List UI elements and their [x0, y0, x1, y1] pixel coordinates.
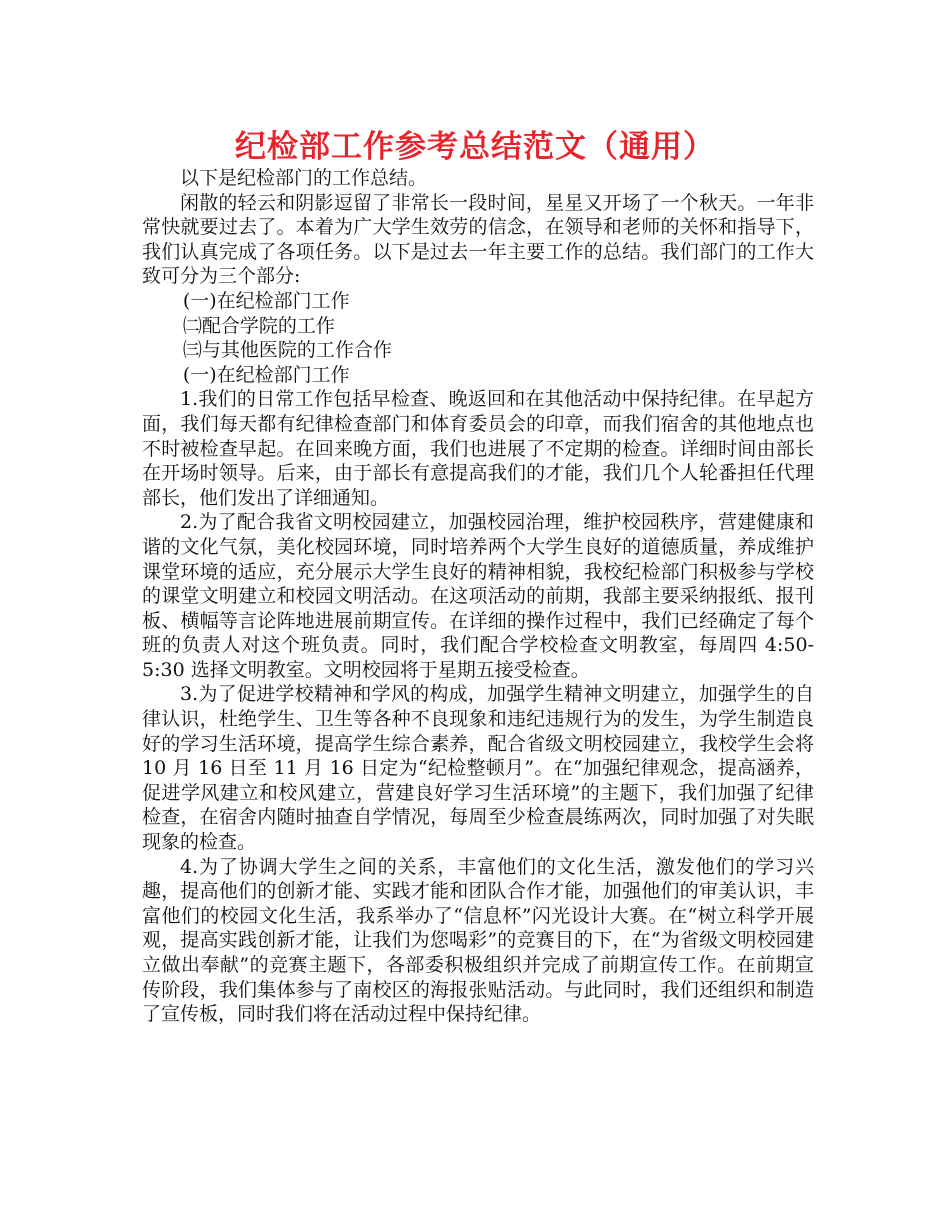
outline-item-2: ㈡配合学院的工作: [182, 314, 335, 337]
document-body: [142, 166, 814, 1027]
overview-paragraph: 闲散的轻云和阴影逗留了非常长一段时间，星星又开场了一个秋天。一年非常快就要过去了。本着为广大学生效劳的信念，在领导和老师的关怀和指导下，我们认真完成了各项任务。以下是过去一年主要工作的总结。我们部门的工作大致可分为三个部分:: [142, 191, 814, 288]
body-paragraph-2: 2.为了配合我省文明校园建立，加强校园治理，维护校园秩序，营建健康和谐的文化气氛，美化校园环境，同时培养两个大学生良好的道德质量，养成维护课堂环境的适应，充分展示大学生良好的精神相貌，我校纪检部门积极参与学校的课堂文明建立和校园文明活动。在这项活动的前期，我部主要采纳报纸、报刊板、横幅等言论阵地进展前期宣传。在详细的操作过程中，我们已经确定了每个班的负责人对这个班负责。同时，我们配合学校检查文明教室，每周四 4:50-5:30 选择文明教室。文明校园将于星期五接受检查。: [142, 511, 814, 681]
section-heading-1: (一)在纪检部门工作: [182, 363, 350, 386]
body-paragraph-1: 1.我们的日常工作包括早检查、晚返回和在其他活动中保持纪律。在早起方面，我们每天都有纪律检查部门和体育委员会的印章，而我们宿舍的其他地点也不时被检查早起。在回来晚方面，我们也进展了不定期的检查。详细时间由部长在开场时领导。后来，由于部长有意提高我们的才能，我们几个人轮番担任代理部长，他们发出了详细通知。: [142, 388, 814, 509]
body-paragraph-3: 3.为了促进学校精神和学风的构成，加强学生精神文明建立，加强学生的自律认识，杜绝学生、卫生等各种不良现象和违纪违规行为的发生，为学生制造良好的学习生活环境，提高学生综合素养，配合省级文明校园建立，我校学生会将 10 月 16 日至 11 月 16 日定为“纪检整顿月”。在“加强纪律观念，提高涵养，促进学风建立和校风建立，营建良好学习生活环境”的主题下，我们加强了纪律检查，在宿舍内随时抽查自学情况，每周至少检查晨练两次，同时加强了对失眠现象的检查。: [142, 683, 814, 854]
intro-paragraph: 以下是纪检部门的工作总结。: [180, 167, 428, 189]
document-title: 纪检部工作参考总结范文（通用）: [235, 129, 715, 165]
body-paragraph-4: 4.为了协调大学生之间的关系，丰富他们的文化生活，激发他们的学习兴趣，提高他们的创新才能、实践才能和团队合作才能，加强他们的审美认识，丰富他们的校园文化生活，我系举办了“信息杯”闪光设计大赛。在“树立科学开展观，提高实践创新才能，让我们为您喝彩”的竞赛目的下，在“为省级文明校园建立做出奉献”的竞赛主题下，各部委积极组织并完成了前期宣传工作。在前期宣传阶段，我们集体参与了南校区的海报张贴活动。与此同时，我们还组织和制造了宣传板，同时我们将在活动过程中保持纪律。: [142, 855, 814, 1026]
outline-item-1: (一)在纪检部门工作: [182, 289, 350, 312]
outline-item-3: ㈢与其他医院的工作合作: [182, 339, 392, 362]
